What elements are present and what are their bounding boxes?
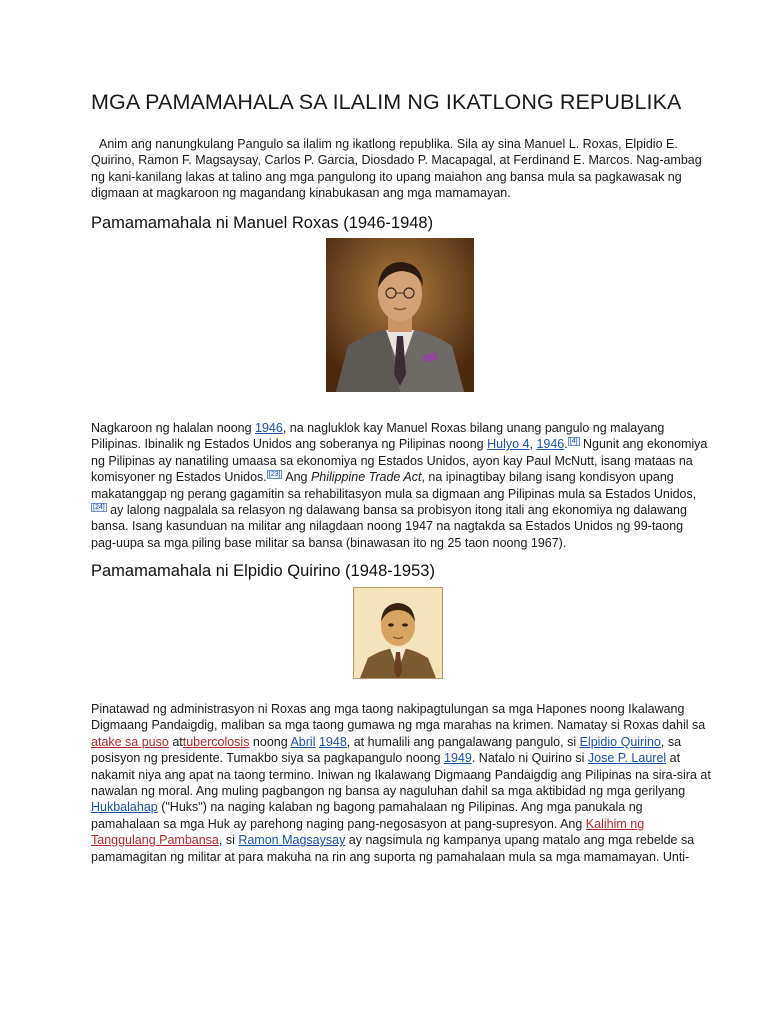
text-run: Anim ang nanungkulang Pangulo sa ilalim ng ikatlong republika. Sila ay sina Manuel L. Roxas, Elpidio E. Quirino, Ramon F. Magsaysay, Carlos P. Garcia, Diosdado P. Macapagal, at Ferdinand E. Marcos. Nag-ambag ng kani-kanilang lakas at talino ang mga pangulong ito upang maiahon ang bansa mula sa pagkawasak ng digmaan at magkaroon ng magandang kinabukasan ang mga mamamayan. [91, 137, 702, 201]
footnote-link[interactable]: [24] [93, 503, 105, 511]
text-run: , si [218, 833, 239, 848]
inline-link[interactable]: 1946 [255, 421, 283, 435]
inline-link[interactable]: 1946 [536, 437, 565, 452]
inline-link[interactable]: 1949 [444, 751, 472, 766]
text-run: , na nagluklok kay Manuel Roxas bilang unang pangulo ng malayang Pilipinas. Ibinalik ng Estados Unidos ang soberanya ng Pilipinas noong [91, 421, 665, 452]
footnote-link[interactable]: [23] [268, 471, 281, 479]
inline-link[interactable]: Jose P. Laurel [587, 751, 667, 766]
intro-paragraph [91, 136, 711, 202]
roxas-paragraph [91, 420, 711, 551]
text-run: , na ipinagtibay bilang isang kondisyon upang makatanggap ng perang gagamitin sa rehabilitasyon mula sa digmaan ang Pilipinas mula sa Estados Unidos, [91, 470, 697, 501]
manuel-roxas-portrait [326, 238, 474, 392]
elpidio-quirino-portrait [353, 587, 443, 679]
inline-link[interactable]: Abril [290, 734, 316, 749]
text-run: , sa posisyon ng presidente. Tumakbo siya sa pagkapangulo noong [91, 734, 682, 766]
text-run: at [168, 734, 183, 749]
text-run: Pinatawad ng administrasyon ni Roxas ang mga taong nakipagtulungan sa mga Hapones noong Ikalawang Digmaang Pandaigdig, maliban sa mga taong gumawa ng mga marahas na krimen. Namatay si Roxas dahil sa [91, 702, 706, 733]
footnote-link[interactable]: [4] [569, 438, 578, 446]
inline-link[interactable]: 1948 [318, 734, 347, 749]
text-run: Nagkaroon ng halalan noong [91, 421, 256, 435]
text-run: , at humalili ang pangalawang pangulo, si [346, 734, 580, 749]
text-run: at nakamit niya ang apat na taong termino. Iniwan ng Ikalawang Digmaang Pandaigdig ang Pilipinas na sira-sira at nawalan ng moral. Ang muling pagbangon ng bansa ay naguluhan dahil sa mga aktibidad ng mga gerilyang [91, 751, 711, 799]
inline-link[interactable]: atake sa puso [91, 734, 169, 749]
text-run: ("Huks") na naging kalaban ng bagong pamahalaan ng Pilipinas. Ang mga panukala ng pamahalaan sa mga Huk ay parehong naging pang-negosasyon at pang-supresyon. Ang [91, 800, 643, 831]
text-run: , [529, 437, 537, 452]
inline-link[interactable]: Kalihim ng Tanggulang Pambansa [91, 816, 645, 848]
quirino-paragraph [91, 701, 711, 865]
page-title: MGA PAMAMAHALA SA ILALIM NG IKATLONG REPUBLIKA [91, 90, 682, 114]
text-run: Ngunit ang ekonomiya ng Pilipinas ay nanatiling umaasa sa ekonomiya ng Estados Unidos, ayon kay Paul McNutt, isang mataas na komisyoner ng Estados Unidos. [91, 437, 708, 485]
inline-link[interactable]: Elpidio Quirino [579, 734, 661, 749]
text-run: . [564, 437, 568, 452]
inline-link[interactable]: Hukbalahap [91, 800, 158, 815]
inline-link[interactable]: Hulyo 4 [487, 437, 530, 452]
footnote-ref [91, 503, 107, 512]
section-heading-roxas: Pamamamahala ni Manuel Roxas (1946-1948) [91, 214, 434, 232]
footnote-ref [568, 437, 580, 446]
text-run: ay lalong nagpalala sa relasyon ng dalawang bansa sa probisyon itong itali ang ekonomiya ng dalawang bansa. Isang kasunduan na militar ang nilagdaan noong 1947 na nagtakda sa Estados Unidos ng 99-taong pag-uupa sa mga piling base militar sa bansa (binawasan ito ng 25 taon noong 1967). [91, 503, 687, 550]
text-run: Ang [282, 470, 311, 485]
text-run: . Natalo ni Quirino si [471, 751, 588, 766]
footnote-ref [267, 470, 283, 479]
text-run: noong [249, 734, 291, 749]
section-heading-quirino: Pamamamahala ni Elpidio Quirino (1948-1953) [91, 562, 435, 580]
inline-link[interactable]: tubercolosis [182, 734, 250, 749]
inline-link[interactable]: Ramon Magsaysay [238, 833, 346, 848]
text-run: ay nagsimula ng kampanya upang matalo ang mga rebelde sa pamamagitan ng militar at para makuha na rin ang suporta ng pamahalaan mula sa mga mamamayan. Unti- [91, 833, 695, 864]
emphasis-text: Philippine Trade Act [310, 470, 422, 485]
